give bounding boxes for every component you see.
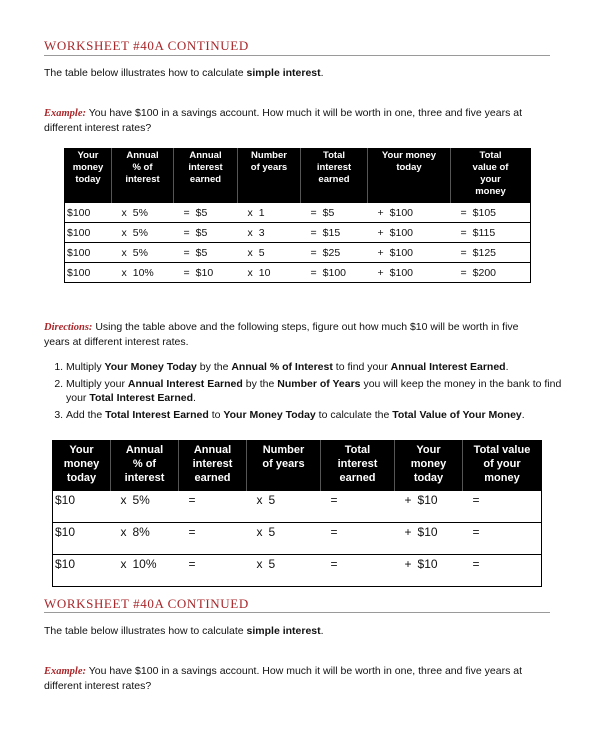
cell-value: 5% [132, 226, 148, 239]
column-header-line: your [480, 174, 501, 185]
cell-value: = [460, 206, 467, 219]
step-3-d: Your Money Today [223, 409, 316, 421]
intro-text-repeat [44, 624, 324, 639]
table-cell [463, 555, 542, 587]
heading-rule-repeat [44, 612, 550, 613]
column-header [321, 441, 395, 491]
cell-value: $10 [55, 525, 76, 539]
cell-value: = [310, 266, 317, 279]
column-header-line: Number [251, 150, 287, 161]
table-row [65, 243, 531, 263]
table-cell [451, 203, 531, 223]
cell-value: = [183, 246, 190, 259]
column-header-line: Annual [189, 150, 222, 161]
cell-value: + [377, 246, 384, 259]
cell-value: = [472, 557, 480, 571]
table-cell [111, 555, 179, 587]
table-cell [395, 523, 463, 555]
cell-value: = [188, 525, 196, 539]
table-cell [53, 555, 111, 587]
table-row [65, 223, 531, 243]
interest-table-example [64, 148, 531, 283]
step-2-e: you will keep the money in the bank to find your [66, 378, 562, 404]
cell-value: x [120, 525, 127, 539]
table-cell [321, 491, 395, 523]
cell-value: $5 [195, 226, 208, 239]
cell-value: $105 [472, 206, 496, 219]
cell-value: $115 [472, 226, 496, 239]
column-header [301, 149, 368, 203]
table-cell [65, 263, 112, 283]
cell-value: $10 [55, 493, 76, 507]
column-header [112, 149, 174, 203]
table-cell [174, 223, 238, 243]
intro-repeat-pre: The table below illustrates how to calculate [44, 625, 247, 637]
column-header-line: % of [132, 162, 153, 173]
directions-label: Directions: [44, 322, 93, 333]
column-header-line: Total [344, 444, 371, 456]
column-header [65, 149, 112, 203]
table-row [65, 263, 531, 283]
intro-text-pre: The table below illustrates how to calculate [44, 67, 247, 79]
section-heading-repeat: WORKSHEET #40A CONTINUED [44, 596, 249, 611]
cell-value: = [310, 206, 317, 219]
cell-value: x [120, 493, 127, 507]
cell-value: x [256, 493, 263, 507]
column-header-line: Your [416, 444, 441, 456]
step-1-b: Your Money Today [104, 361, 197, 373]
table-cell [238, 203, 301, 223]
cell-value: + [404, 557, 412, 571]
column-header-line: Total value [473, 444, 531, 456]
interest-table-exercise [52, 440, 542, 587]
cell-value: = [183, 266, 190, 279]
column-header [179, 441, 247, 491]
cell-value: = [310, 246, 317, 259]
step-2-c: by the [242, 378, 278, 390]
column-header-line: today [66, 472, 97, 484]
example-label-repeat: Example: [44, 666, 86, 677]
step-1-c: by the [196, 361, 232, 373]
cell-value: $10 [417, 493, 438, 507]
cell-value: $15 [322, 226, 341, 239]
step-1-a: Multiply [66, 361, 105, 373]
step-3-b: Total Interest Earned [105, 409, 209, 421]
cell-value: 10% [132, 266, 154, 279]
column-header [174, 149, 238, 203]
column-header [368, 149, 451, 203]
column-header-line: earned [318, 174, 350, 185]
cell-value: = [460, 266, 467, 279]
cell-value: = [472, 525, 480, 539]
cell-value: 5% [132, 246, 148, 259]
cell-value: = [188, 493, 196, 507]
cell-value: $25 [322, 246, 341, 259]
cell-value: = [310, 226, 317, 239]
column-header-line: Your money [381, 150, 437, 161]
column-header-line: earned [189, 174, 222, 185]
cell-value: 5 [268, 525, 276, 539]
step-1-g: . [505, 361, 509, 373]
cell-value: 5 [268, 557, 276, 571]
table-row [65, 203, 531, 223]
step-2 [66, 377, 576, 405]
cell-value: + [404, 493, 412, 507]
column-header-line: Total [323, 150, 345, 161]
cell-value: = [183, 226, 190, 239]
table-cell [395, 555, 463, 587]
column-header [111, 441, 179, 491]
cell-value: + [404, 525, 412, 539]
table-cell [451, 223, 531, 243]
table-cell [112, 263, 174, 283]
cell-value: = [330, 557, 338, 571]
cell-value: x [247, 226, 253, 239]
column-header [451, 149, 531, 203]
table-cell [53, 491, 111, 523]
table-cell [179, 491, 247, 523]
cell-value: $100 [67, 206, 91, 219]
cell-value: = [460, 246, 467, 259]
table-cell [65, 223, 112, 243]
cell-value: $100 [389, 246, 413, 259]
cell-value: x [120, 557, 127, 571]
cell-value: = [330, 525, 338, 539]
cell-value: 10% [132, 557, 157, 571]
example-label: Example: [44, 108, 86, 119]
directions-line-2: years at different interest rates. [44, 336, 189, 348]
column-header-line: today [396, 162, 422, 173]
cell-value: x [121, 226, 127, 239]
step-2-g: . [193, 392, 196, 404]
cell-value: 5 [258, 246, 265, 259]
column-header-line: % of [132, 458, 157, 470]
column-header-line: money [72, 162, 104, 173]
column-header-line: money [410, 458, 447, 470]
cell-value: $10 [417, 557, 438, 571]
step-1-e: to find your [332, 361, 391, 373]
column-header-line: money [63, 458, 100, 470]
intro-repeat-post: . [320, 625, 324, 637]
column-header [53, 441, 111, 491]
cell-value: $5 [195, 206, 208, 219]
column-header-line: interest [337, 458, 378, 470]
directions-line-1: Using the table above and the following steps, figure out how much $10 will be worth in five [92, 321, 519, 333]
cell-value: $100 [67, 266, 91, 279]
step-3-g: . [521, 409, 525, 421]
heading-rule [44, 55, 550, 56]
step-2-b: Annual Interest Earned [127, 378, 243, 390]
step-2-a: Multiply your [66, 378, 128, 390]
table-cell [111, 491, 179, 523]
column-header-line: Annual [126, 150, 159, 161]
table-cell [301, 263, 368, 283]
cell-value: = [183, 206, 190, 219]
column-header-line: today [413, 472, 444, 484]
table-cell [65, 203, 112, 223]
table-cell [112, 203, 174, 223]
table-cell [368, 243, 451, 263]
cell-value: x [256, 525, 263, 539]
cell-value: = [330, 493, 338, 507]
cell-value: $5 [322, 206, 335, 219]
cell-value: + [377, 226, 384, 239]
table-cell [368, 263, 451, 283]
cell-value: 5% [132, 206, 148, 219]
table-row [53, 523, 542, 555]
cell-value: $100 [389, 206, 413, 219]
column-header-line: interest [192, 458, 233, 470]
column-header-line: value of [472, 162, 509, 173]
step-1-f: Annual Interest Earned [390, 361, 506, 373]
table-cell [247, 523, 321, 555]
directions-paragraph [44, 320, 564, 350]
column-header-line: of years [262, 458, 305, 470]
column-header [395, 441, 463, 491]
table-cell [321, 523, 395, 555]
directions-steps [44, 360, 576, 425]
table-cell [368, 203, 451, 223]
table-cell [301, 243, 368, 263]
cell-value: $10 [55, 557, 76, 571]
cell-value: = [188, 557, 196, 571]
cell-value: $10 [417, 525, 438, 539]
column-header-line: money [475, 186, 506, 197]
cell-value: 5% [132, 493, 150, 507]
column-header-line: earned [339, 472, 376, 484]
cell-value: + [377, 206, 384, 219]
table-cell [451, 263, 531, 283]
step-2-d: Number of Years [277, 378, 361, 390]
step-2-f: Total Interest Earned [89, 392, 194, 404]
cell-value: 3 [258, 226, 265, 239]
table-cell [174, 243, 238, 263]
table-cell [112, 223, 174, 243]
cell-value: $200 [472, 266, 496, 279]
cell-value: x [121, 246, 127, 259]
column-header [247, 441, 321, 491]
table-row [53, 555, 542, 587]
intro-repeat-bold: simple interest [246, 625, 321, 637]
table-row [53, 491, 542, 523]
cell-value: = [460, 226, 467, 239]
table-cell [395, 491, 463, 523]
column-header-line: interest [125, 174, 160, 185]
table-cell [238, 263, 301, 283]
example-paragraph [44, 106, 564, 136]
cell-value: x [121, 206, 127, 219]
cell-value: $100 [67, 226, 91, 239]
step-3-f: Total Value of Your Money [392, 409, 522, 421]
column-header-line: interest [188, 162, 223, 173]
cell-value: $100 [389, 266, 413, 279]
table-cell [65, 243, 112, 263]
example-line-1: You have $100 in a savings account. How much it will be worth in one, three and five years at [86, 107, 523, 119]
cell-value: $100 [322, 266, 346, 279]
table-cell [174, 263, 238, 283]
cell-value: x [121, 266, 127, 279]
step-3-c: to [208, 409, 224, 421]
example-paragraph-repeat [44, 664, 564, 694]
cell-value: 10 [258, 266, 271, 279]
column-header [238, 149, 301, 203]
table-cell [368, 223, 451, 243]
table-cell [451, 243, 531, 263]
table-cell [238, 243, 301, 263]
example-line-2: different interest rates? [44, 122, 152, 134]
column-header-line: earned [194, 472, 231, 484]
column-header-line: today [75, 174, 101, 185]
table-cell [111, 523, 179, 555]
column-header-line: Your [77, 150, 99, 161]
column-header-line: money [484, 472, 520, 484]
cell-value: x [256, 557, 263, 571]
table-cell [238, 223, 301, 243]
cell-value: 5 [268, 493, 276, 507]
column-header-line: Your [69, 444, 94, 456]
column-header-line: of years [250, 162, 288, 173]
intro-text-post: . [320, 67, 324, 79]
table-cell [179, 523, 247, 555]
intro-text [44, 66, 324, 81]
section-heading: WORKSHEET #40A CONTINUED [44, 38, 249, 53]
table-cell [247, 491, 321, 523]
cell-value: x [247, 266, 253, 279]
step-1-d: Annual % of Interest [231, 361, 333, 373]
cell-value: $5 [195, 246, 208, 259]
step-1 [66, 360, 576, 374]
column-header-line: of your [483, 458, 521, 470]
column-header-line: Annual [193, 444, 232, 456]
table-cell [321, 555, 395, 587]
column-header-line: interest [124, 472, 165, 484]
table-cell [112, 243, 174, 263]
cell-value: $125 [472, 246, 496, 259]
table-cell [301, 223, 368, 243]
column-header-line: interest [316, 162, 352, 173]
table-cell [174, 203, 238, 223]
example-repeat-line-1: You have $100 in a savings account. How much it will be worth in one, three and five years at [86, 665, 523, 677]
column-header [463, 441, 542, 491]
cell-value: $10 [195, 266, 214, 279]
cell-value: $100 [67, 246, 91, 259]
column-header-line: Annual [125, 444, 164, 456]
table-cell [463, 491, 542, 523]
step-3-e: to calculate the [315, 409, 393, 421]
table-cell [179, 555, 247, 587]
column-header-line: Total [479, 150, 502, 161]
step-3 [66, 408, 576, 422]
cell-value: x [247, 206, 253, 219]
table-cell [247, 555, 321, 587]
example-repeat-line-2: different interest rates? [44, 680, 152, 692]
cell-value: 8% [132, 525, 150, 539]
intro-text-bold: simple interest [246, 67, 321, 79]
cell-value: x [247, 246, 253, 259]
cell-value: + [377, 266, 384, 279]
cell-value: $100 [389, 226, 413, 239]
cell-value: 1 [258, 206, 265, 219]
column-header-line: Number [262, 444, 305, 456]
step-3-a: Add the [66, 409, 106, 421]
table-cell [53, 523, 111, 555]
cell-value: = [472, 493, 480, 507]
table-cell [463, 523, 542, 555]
table-cell [301, 203, 368, 223]
